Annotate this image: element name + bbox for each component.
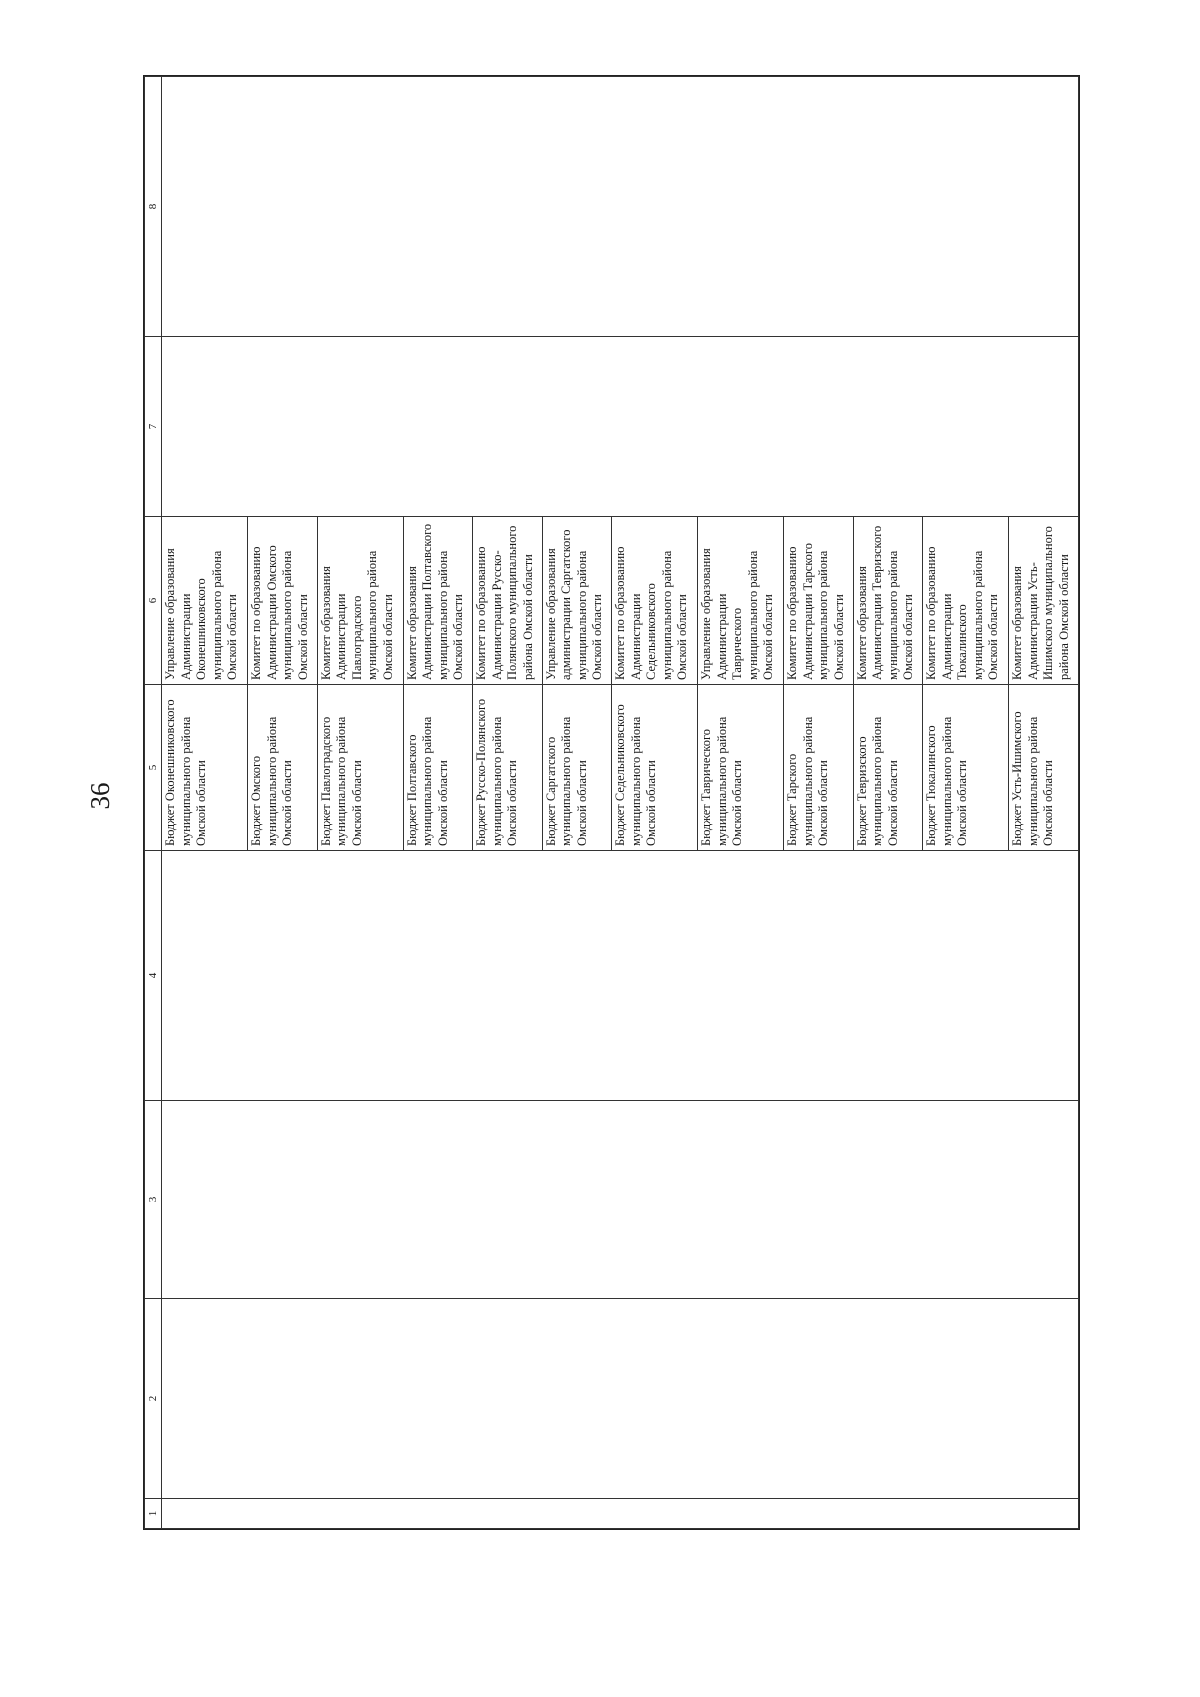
column-number: 1 (145, 1499, 162, 1529)
empty-cell-col1 (162, 1499, 1079, 1529)
budget-cell: Бюджет Саргатского муниципального района Омской области (542, 685, 612, 851)
administrator-cell: Управление образования администрации Саргатского муниципального района Омской области (542, 517, 612, 685)
administrator-cell: Комитет по образованию Администрации Седельниковского муниципального района Омской области (612, 517, 698, 685)
administrator-cell: Комитет образования Администрации Павлоградского муниципального района Омской области (317, 517, 403, 685)
column-number: 6 (145, 517, 162, 685)
budget-cell: Бюджет Тюкалинского муниципального района Омской области (923, 685, 1009, 851)
column-number: 8 (145, 77, 162, 337)
administrator-cell: Комитет по образованию Администрации Омского муниципального района Омской области (248, 517, 318, 685)
administrator-cell: Комитет по образованию Администрации Тарского муниципального района Омской области (784, 517, 854, 685)
empty-cell-col4 (162, 851, 1079, 1101)
budget-cell: Бюджет Павлоградского муниципального района Омской области (317, 685, 403, 851)
budget-cell: Бюджет Тарского муниципального района Омской области (784, 685, 854, 851)
column-number: 3 (145, 1101, 162, 1299)
administrator-cell: Управление образования Администрации Таврического муниципального района Омской области (698, 517, 784, 685)
column-number: 7 (145, 337, 162, 517)
administrator-cell: Комитет образования Администрации Тевризского муниципального района Омской области (853, 517, 923, 685)
budget-cell: Бюджет Оконешниковского муниципального района Омской области (162, 685, 248, 851)
budget-cell: Бюджет Омского муниципального района Омской области (248, 685, 318, 851)
rotated-table-container (143, 75, 1080, 1530)
budget-cell: Бюджет Усть-Ишимского муниципального района Омской области (1009, 685, 1079, 851)
administrator-cell: Комитет образования Администрации Усть-Ишимского муниципального района Омской области (1009, 517, 1079, 685)
column-number: 2 (145, 1299, 162, 1499)
budget-table (144, 76, 1079, 1529)
administrator-cell: Управление образования Администрации Оконешниковского муниципального района Омской области (162, 517, 248, 685)
column-number: 5 (145, 685, 162, 851)
column-number-row (145, 77, 162, 1529)
empty-cell-col8 (162, 77, 1079, 337)
empty-cell-col2 (162, 1299, 1079, 1499)
budget-cell: Бюджет Седельниковского муниципального района Омской области (612, 685, 698, 851)
budget-cell: Бюджет Тевризского муниципального района Омской области (853, 685, 923, 851)
administrator-cell: Комитет по образованию Администрации Тюкалинского муниципального района Омской области (923, 517, 1009, 685)
page-number: 36 (84, 782, 115, 810)
column-number: 4 (145, 851, 162, 1101)
empty-cell-col3 (162, 1101, 1079, 1299)
administrator-cell: Комитет по образованию Администрации Русско-Полянского муниципального района Омской области (473, 517, 543, 685)
empty-cell-col7 (162, 337, 1079, 517)
budget-cell: Бюджет Русско-Полянского муниципального района Омской области (473, 685, 543, 851)
administrator-cell: Комитет образования Администрации Полтавского муниципального района Омской области (403, 517, 473, 685)
table-row (162, 77, 248, 1529)
budget-cell: Бюджет Таврического муниципального района Омской области (698, 685, 784, 851)
budget-cell: Бюджет Полтавского муниципального района Омской области (403, 685, 473, 851)
